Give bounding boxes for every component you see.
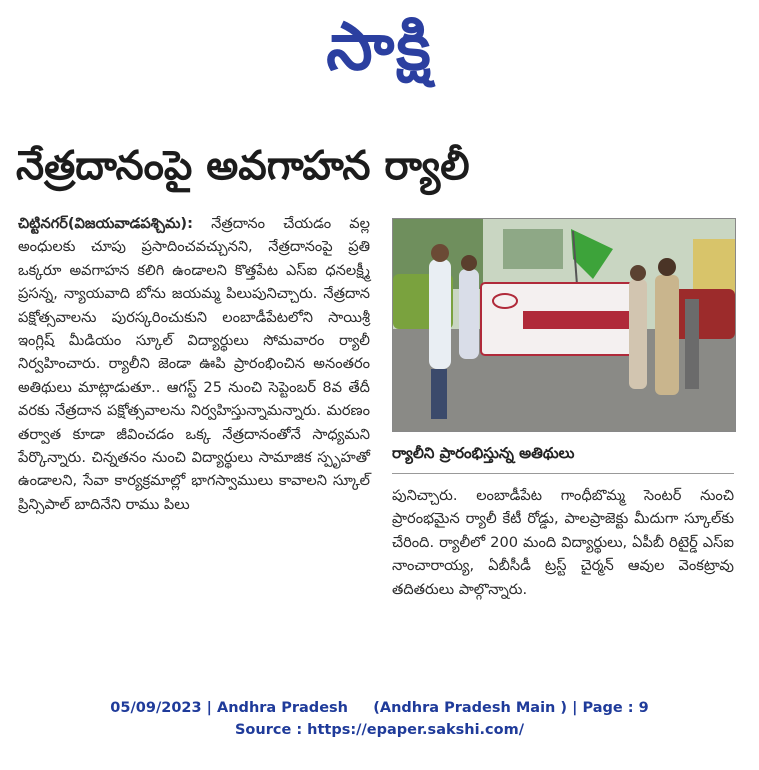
footer-state: Andhra Pradesh bbox=[217, 700, 348, 716]
photo-caption: ర్యాలీని ప్రారంభిస్తున్న అతిథులు bbox=[392, 444, 575, 462]
article-dateline: చిట్టినగర్(విజయవాడపశ్చిమ): bbox=[18, 215, 193, 232]
footer-line-1: 05/09/2023 | Andhra Pradesh (Andhra Pradesh Main ) | Page : 9 bbox=[110, 700, 649, 716]
article-right-body: పునిచ్చారు. లంబాడీపేట గాంధీబొమ్మ సెంటర్ నుంచి ప్రారంభమైన ర్యాలీ కేటీ రోడ్డు, పాలప్రాజెక్టు మీదుగా స్కూల్‌కు చేరింది. ర్యాలీలో 200 మంది విద్యార్థులు, ఏపీబీ రిటైర్డ్ ఎస్ఐ నాంచారాయ్య, ఏబీసీడీ ట్రస్ట్ చైర్మన్ ఆవుల వెంకట్రావు తదితరులు పాల్గొన్నారు. bbox=[392, 487, 734, 598]
logo-text: సాక్షి bbox=[326, 8, 433, 85]
footer-page: Page : 9 bbox=[582, 700, 649, 716]
footer-date: 05/09/2023 bbox=[110, 700, 202, 716]
footer-source: Source : https://epaper.sakshi.com/ bbox=[234, 722, 525, 738]
article-left-column bbox=[18, 212, 370, 516]
article-right-column bbox=[392, 484, 734, 601]
masthead-logo bbox=[0, 6, 759, 88]
article-left-body: నేత్రదానం చేయడం వల్ల అంధులకు చూపు ప్రసాదించవచ్చునని, నేత్రదానంపై ప్రతి ఒక్కరూ అవగాహన కలిగి ఉండాలని కొత్తపేట ఎస్ఐ ధనలక్ష్మీ ప్రసన్న, న్యాయవాది బోను జయమ్మ పిలుపునిచ్చారు. నేత్రదాన పక్షోత్సవాలను పురస్కరించుకుని లంబాడీపేటలోని సాయిశ్రీ ఇంగ్లిష్ మీడియం స్కూల్ విద్యార్థులు సోమవారం ర్యాలీ నిర్వహించారు. ర్యాలీని జెండా ఊపి ప్రారంభించిన అనంతరం అతిథులు మాట్లాడుతూ.. ఆగస్ట్ 25 నుంచి సెప్టెంబర్ 8వ తేదీ వరకు నేత్రదాన పక్షోత్సవాలను నిర్వహిస్తున్నామన్నారు. మరణం తర్వాత కూడా జీవించడం ఒక్క నేత్రదానంతోనే సాధ్యమని పేర్కొన్నారు. చిన్నతనం నుంచి విద్యార్థులు సామాజిక స్పృహతో ఉండాలని, సేవా కార్యక్రమాల్లో భాగస్వాములు కావాలని స్కూల్ ప్రిన్సిపాల్ బాదినేని రాము పిలు bbox=[18, 215, 370, 513]
footer-edition: (Andhra Pradesh Main ) bbox=[373, 700, 568, 716]
article-headline: నేత్రదానంపై అవగాహన ర్యాలీ bbox=[16, 143, 470, 189]
article-left-paragraph bbox=[18, 212, 370, 516]
article-photo bbox=[392, 218, 736, 432]
page-footer bbox=[0, 697, 759, 741]
caption-divider bbox=[392, 473, 734, 474]
